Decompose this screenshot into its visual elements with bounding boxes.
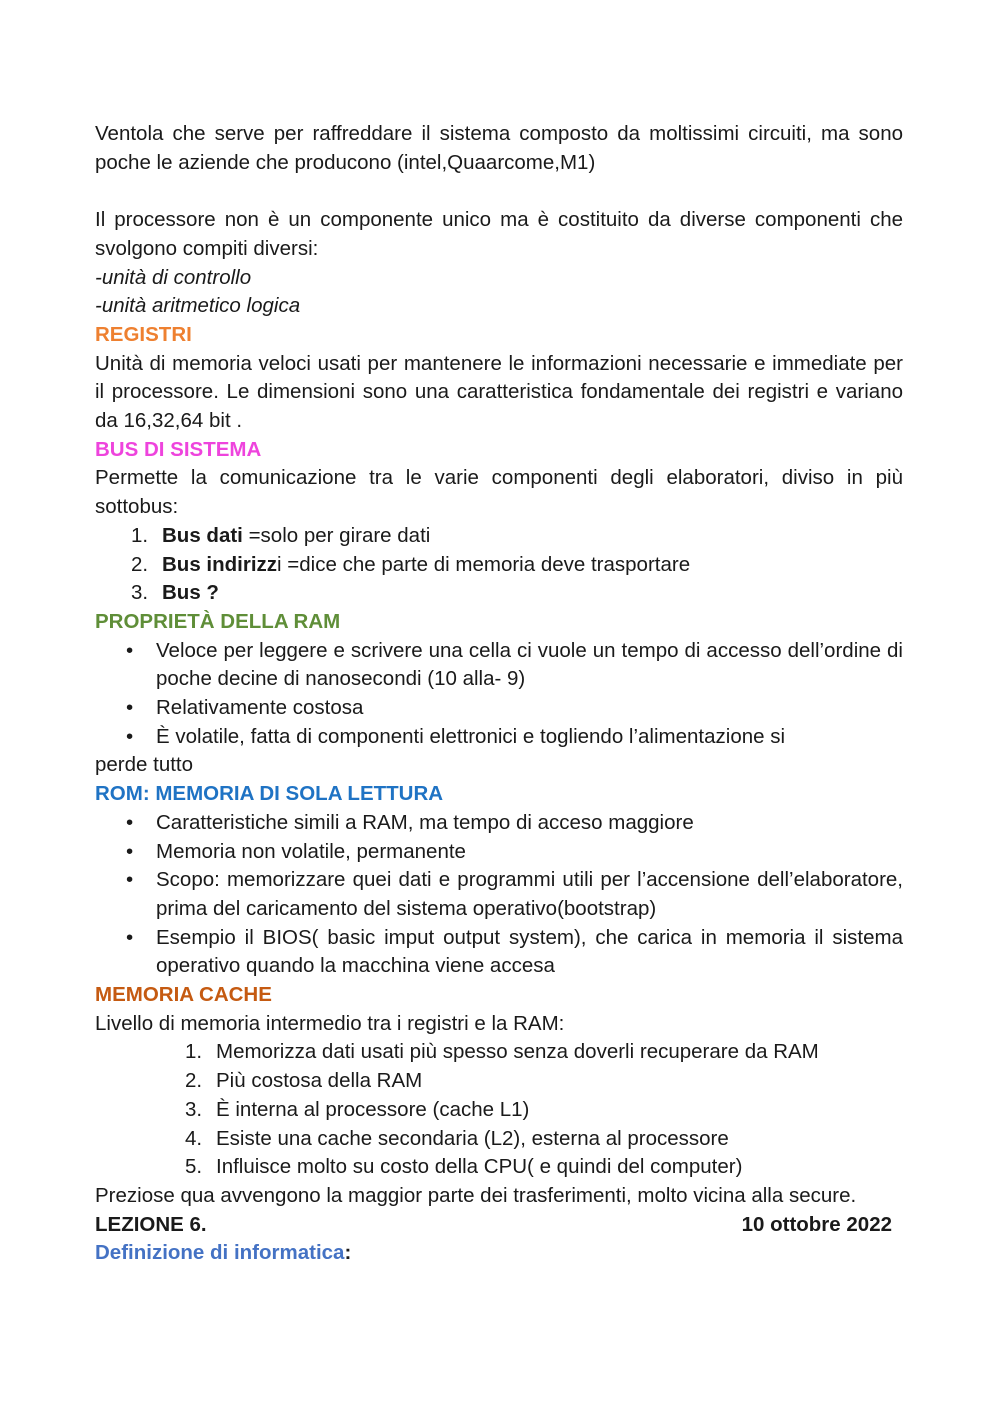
list-number: 2. (185, 1069, 203, 1093)
bullet-icon: • (126, 839, 134, 863)
lesson-header (95, 1211, 892, 1240)
bus-item-rest: =solo per girare dati (242, 523, 431, 547)
bus-paragraph: Permette la comunicazione tra le varie componenti degli elaboratori, diviso in più sottobus: (95, 466, 903, 519)
lesson-date: 10 ottobre 2022 (741, 1212, 892, 1236)
list-item (95, 579, 903, 608)
list-item (95, 551, 903, 580)
bus-item-bold: Bus ? (162, 581, 219, 605)
list-item-text: Memorizza dati usati più spesso senza doverli recuperare da RAM (216, 1040, 819, 1064)
cache-list (95, 1038, 903, 1182)
heading-cache: MEMORIA CACHE (95, 983, 272, 1007)
definition-heading (95, 1239, 903, 1268)
bus-item-bold: Bus indirizz (162, 552, 278, 576)
bullet-icon: • (126, 810, 134, 834)
list-item-text: Più costosa della RAM (216, 1069, 423, 1093)
list-item-text: Influisce molto su costo della CPU( e quindi del computer) (216, 1155, 743, 1179)
list-item-text: Memoria non volatile, permanente (156, 839, 466, 863)
blank-line (95, 177, 903, 206)
list-item-text: Esempio il BIOS( basic imput output system), che carica in memoria il sistema operativo quando la macchina viene accesa (156, 925, 903, 978)
definition-title: Definizione di informatica (95, 1241, 345, 1265)
list-item-text: Veloce per leggere e scrivere una cella ci vuole un tempo di accesso dell’ordine di poche decine di nanosecondi (10 alla- 9) (156, 638, 903, 691)
cache-after-paragraph: Preziose qua avvengono la maggior parte dei trasferimenti, molto vicina alla secure. (95, 1184, 857, 1207)
list-number: 1. (131, 523, 149, 547)
bullet-icon: • (126, 868, 134, 892)
list-number: 3. (185, 1097, 203, 1121)
rom-list (95, 809, 903, 981)
list-item-text: Esiste una cache secondaria (L2), esterna al processore (216, 1126, 729, 1150)
list-item (95, 809, 903, 838)
list-item (95, 924, 903, 981)
heading-rom: ROM: MEMORIA DI SOLA LETTURA (95, 782, 444, 806)
list-number: 4. (185, 1126, 203, 1150)
bus-list (95, 522, 903, 608)
bullet-icon: • (126, 638, 134, 662)
list-item (95, 694, 903, 723)
list-item (95, 1038, 903, 1067)
registri-paragraph: Unità di memoria veloci usati per mantenere le informazioni necessarie e immediate per il processore. Le dimensioni sono una caratteristica fondamentale dei registri e variano da 16,32,64 bit . (95, 351, 903, 433)
list-item (95, 866, 903, 923)
list-number: 5. (185, 1155, 203, 1179)
heading-ram: PROPRIETÀ DELLA RAM (95, 609, 341, 633)
bullet-icon: • (126, 925, 134, 949)
intro-paragraph-1: Ventola che serve per raffreddare il sistema composto da moltissimi circuiti, ma sono poche le aziende che producono (intel,Quaarcome,M1) (95, 122, 903, 174)
list-item (95, 637, 903, 694)
list-number: 2. (131, 552, 149, 576)
bullet-icon: • (126, 696, 134, 720)
bus-item-rest: i =dice che parte di memoria deve trasportare (277, 552, 691, 576)
lesson-label: LEZIONE 6. (95, 1212, 207, 1236)
list-item-text: È interna al processore (cache L1) (216, 1097, 530, 1121)
heading-registri: REGISTRI (95, 322, 192, 346)
bus-item-bold: Bus dati (162, 523, 243, 547)
list-number: 1. (185, 1040, 203, 1064)
list-item (95, 1067, 903, 1096)
list-item (95, 723, 903, 752)
intro-item: -unità aritmetico logica (95, 294, 301, 318)
list-item (95, 838, 903, 867)
document-body (95, 120, 903, 1268)
list-item-text: Scopo: memorizzare quei dati e programmi utili per l’accensione dell’elaboratore, prima del caricamento del sistema operativo(bootstrap) (156, 868, 903, 920)
list-item (95, 1153, 903, 1182)
list-item-text: Caratteristiche simili a RAM, ma tempo di acceso maggiore (156, 810, 694, 834)
ram-list (95, 637, 903, 752)
list-item (95, 1096, 903, 1125)
heading-bus: BUS DI SISTEMA (95, 437, 262, 461)
bullet-icon: • (126, 724, 134, 748)
intro-paragraph-2: Il processore non è un componente unico ma è costituito da diverse componenti che svolgono compiti diversi: (95, 208, 903, 260)
cache-paragraph: Livello di memoria intermedio tra i registri e la RAM: (95, 1011, 565, 1035)
list-item (95, 1125, 903, 1154)
list-item (95, 522, 903, 551)
definition-colon: : (344, 1241, 352, 1265)
intro-item: -unità di controllo (95, 265, 252, 289)
list-number: 3. (131, 581, 149, 605)
list-item-text: Relativamente costosa (156, 696, 364, 720)
list-item-text: È volatile, fatta di componenti elettronici e togliendo l’alimentazione si (156, 724, 786, 748)
ram-tail: perde tutto (95, 753, 194, 777)
